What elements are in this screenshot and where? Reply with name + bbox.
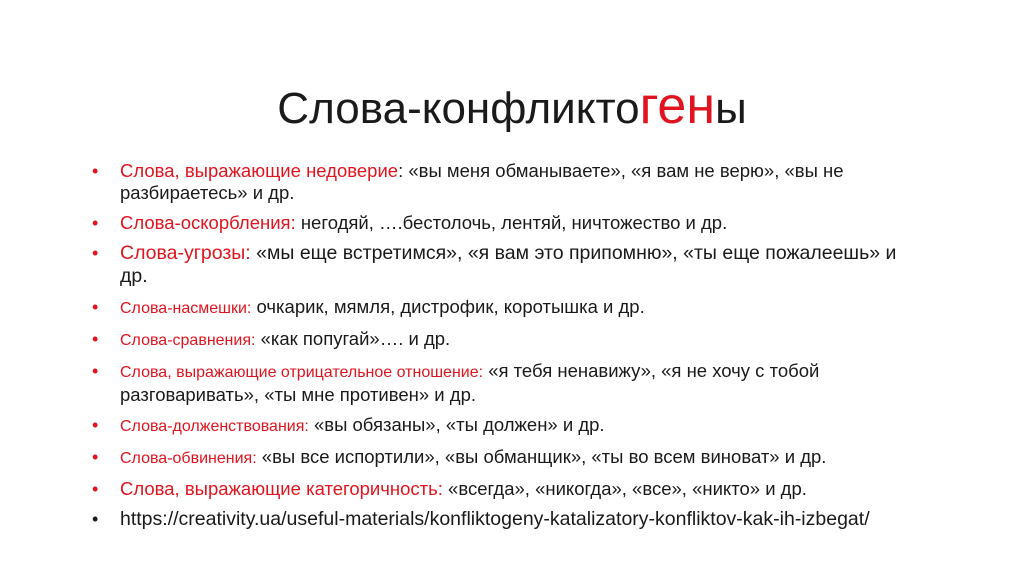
item-label: Слова-долженствования: [120, 418, 309, 435]
bullet-icon: • [92, 213, 99, 233]
slide-title [0, 78, 1024, 137]
item-text: «всегда», «никогда», «все», «никто» и др. [442, 478, 807, 499]
list-item [92, 360, 922, 406]
item-label: Слова, выражающие недоверие [120, 160, 399, 181]
title-accent: ген [639, 77, 716, 135]
item-text: «как попугай»…. и др. [255, 328, 451, 349]
list-item [92, 478, 922, 500]
item-label: Слова-обвинения: [120, 450, 257, 467]
list-item [92, 296, 922, 320]
list-item [92, 414, 922, 438]
item-text: «вы обязаны», «ты должен» и др. [308, 414, 605, 435]
list-item [92, 508, 922, 531]
list-item [92, 212, 922, 234]
list-item [92, 160, 922, 204]
item-label: Слова-угрозы: [120, 242, 251, 264]
item-text: негодяй, ….бестолочь, лентяй, ничтожество и др. [295, 212, 728, 233]
title-suffix: ы [715, 84, 747, 133]
item-label: Слова-насмешки: [120, 300, 252, 317]
bullet-icon: • [92, 161, 99, 181]
bullet-icon: • [92, 243, 99, 263]
bullet-list [92, 160, 922, 539]
bullet-icon: • [92, 479, 99, 499]
item-text: «вы все испортили», «вы обманщик», «ты во всем виноват» и др. [256, 446, 827, 467]
bullet-icon: • [92, 447, 99, 467]
item-text: «мы еще встретимся», «я вам это припомню», «ты еще пожалеешь» и др. [120, 242, 897, 287]
item-text: очкарик, мямля, дистрофик, коротышка и др. [251, 296, 645, 317]
list-item [92, 446, 922, 470]
title-prefix: Слова-конфликто [277, 84, 640, 133]
item-label: Слова, выражающие отрицательное отношение: [120, 364, 484, 381]
source-link[interactable]: https://creativity.ua/useful-materials/konfliktogeny-katalizatory-konfliktov-kak-ih-izbegat/ [120, 508, 870, 530]
list-item [92, 242, 922, 288]
item-label: Слова-оскорбления: [120, 212, 296, 233]
bullet-icon: • [92, 329, 99, 349]
item-text: «я тебя ненавижу», «я не хочу с тобой разговаривать», «ты мне противен» и др. [120, 360, 820, 405]
bullet-icon: • [92, 297, 99, 317]
item-text: : «вы меня обманываете», «я вам не верю», «вы не разбираетесь» и др. [120, 160, 844, 203]
item-label: Слова-сравнения: [120, 332, 256, 349]
list-item [92, 328, 922, 352]
bullet-icon: • [92, 509, 99, 529]
bullet-icon: • [92, 361, 99, 381]
item-label: Слова, выражающие категоричность: [120, 478, 443, 499]
bullet-icon: • [92, 415, 99, 435]
